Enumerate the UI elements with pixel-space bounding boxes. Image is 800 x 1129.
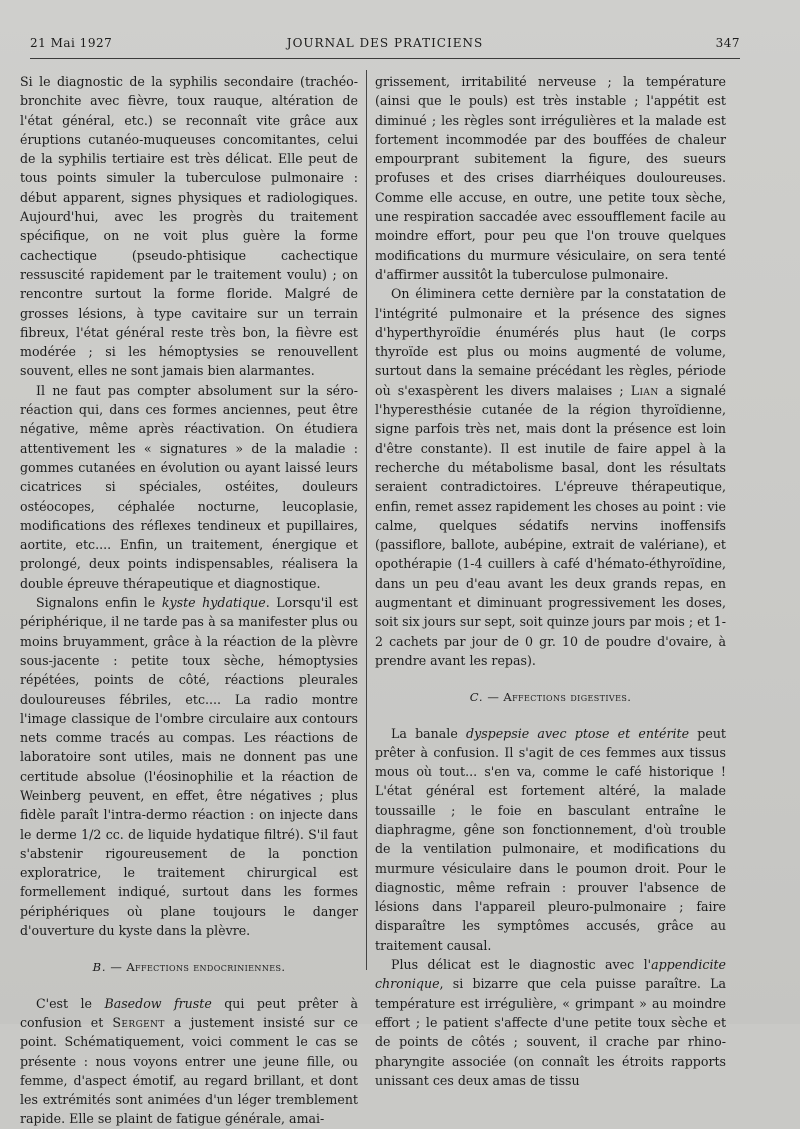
header-rule bbox=[30, 58, 740, 59]
paragraph-kyste-hydatique: Signalons enfin le kyste hydatique. Lorsqu'il est périphérique, il ne tarde pas à sa manifester plus ou moins bruyamment, grâce à la réaction de la plèvre sous-jacente : petite toux sèche, hémoptysies répétées, points de côté, réactions pleurales douloureuses fébriles, etc.... La radio montre l'image classique de l'ombre circulaire aux contours nets comme tracés au compas. Les réactions de laboratoire sont utiles, mais ne donnent pas une certitude absolue (l'éosinophilie et la réaction de Weinberg peuvent, en effet, être négatives ; plus fidèle paraît l'intra-dermo réaction : on injecte dans le derme 1/2 cc. de liquide hydatique filtré). S'il faut s'abstenir rigoureusement de la ponction exploratrice, le traitement chirurgical est formellement indiqué, surtout dans les formes périphériques où plane toujours le danger d'ouverture du kyste dans la plèvre. bbox=[20, 595, 358, 939]
issue-date: 21 Mai 1927 bbox=[30, 36, 113, 50]
author-lian: Lian bbox=[630, 382, 659, 398]
journal-title: JOURNAL DES PRATICIENS bbox=[286, 36, 484, 50]
paragraph-symptoms: grissement, irritabilité nerveuse ; la température (ainsi que le pouls) est très instable ; l'appétit est diminué ; les règles sont irrégulières et la malade est fortement incommodée par des bouffées de chaleur empourprant subitement la figure, des sueurs profuses et des crises diarrhéiques douloureuses. Comme elle accuse, en outre, une petite toux sèche, une respiration saccadée avec essoufflement facile au moindre effort, pour peu que l'on trouve quelques modifications du murmure vésiculaire, on sera tenté d'affirmer aussitôt la tuberculose pulmonaire. bbox=[375, 74, 726, 282]
column-divider bbox=[366, 70, 367, 970]
paragraph-appendicite: Plus délicat est le diagnostic avec l'appendicite chronique, si bizarre que cela puisse paraître. La température est irrégulière, « grimpant » au moindre effort ; le patient s'affecte d'une petite toux sèche et de points de côtés ; souvent, il crache par rhino-pharyngite associée (on connaît les étroits rapports unissant ces deux amas de tissu bbox=[375, 957, 726, 1088]
section-heading-b: B. — Affections endocriniennes. bbox=[92, 960, 286, 975]
paragraph-dyspepsie: La banale dyspepsie avec ptose et entérite peut prêter à confusion. Il s'agit de ces femmes aux tissus mous où tout... s'en va, comme le café historique ! L'état général est fortement altéré, la malade toussaille ; le foie en basculant entraîne le diaphragme, gêne son fonctionnement, d'où trouble de la ventilation pulmonaire, et modifications du murmure vésiculaire dans le poumon droit. Pour le diagnostic, même refrain : prouver l'absence de lésions dans l'appareil pleuro-pulmonaire ; faire disparaître les symptômes accusés, grâce au traitement causal. bbox=[375, 725, 726, 953]
section-heading-c: C. — Affections digestives. bbox=[469, 690, 632, 705]
emphasis-kyste: kyste hydatique bbox=[161, 595, 266, 611]
emphasis-basedow: Basedow fruste bbox=[104, 995, 212, 1011]
running-header bbox=[30, 36, 740, 56]
paragraph-syphilis: Si le diagnostic de la syphilis secondaire (trachéo-bronchite avec fièvre, toux rauque, altération de l'état général, etc.) se reconnaît vite grâce aux éruptions cutanéo-muqueuses concomitantes, celui de la syphilis tertiaire est très délicat. Elle peut de tous points simuler la tuberculose pulmonaire : début apparent, signes physiques et radiologiques. Aujourd'hui, avec les progrès du traitement spécifique, on ne voit plus guère la forme cachectique (pseudo-phtisique cachectique ressuscité rapidement par le traitement voulu) ; on rencontre surtout la forme floride. Malgré de grosses lésions, à type cavitaire sur un terrain fibreux, l'état général reste très bon, la fièvre est modérée ; si les hémoptysies se renouvellent souvent, elles ne sont jamais bien alarmantes. bbox=[20, 74, 358, 379]
paragraph-sero-reaction: Il ne faut pas compter absolument sur la séro-réaction qui, dans ces formes anciennes, peut être négative, même après réactivation. On étudiera attentivement les « signatures » de la maladie : gommes cutanées en évolution ou ayant laissé leurs cicatrices si spéciales, ostéites, douleurs ostéocopes, céphalée nocturne, leucoplasie, modifications des réflexes tendineux et pupillaires, aortite, etc.... Enfin, un traitement, énergique et prolongé, deux points indispensables, réalisera la double épreuve thérapeutique et diagnostique. bbox=[20, 382, 358, 591]
page-number: 347 bbox=[715, 36, 740, 50]
author-sergent: Sergent bbox=[112, 1014, 165, 1030]
left-column bbox=[20, 72, 358, 1129]
paragraph-basedow: C'est le Basedow fruste qui peut prêter à confusion et Sergent a justement insisté sur ce point. Schématiquement, voici comment le cas se présente : nous voyons entrer une jeune fille, ou femme, d'aspect émotif, au regard brillant, et dont les extrémités sont animées d'un léger tremblement rapide. Elle se plaint de fatigue générale, amai- bbox=[20, 995, 359, 1127]
emphasis-dyspepsie: dyspepsie avec ptose et entérite bbox=[466, 725, 690, 741]
emphasis-appendicite: appendicite chronique bbox=[375, 957, 726, 992]
paragraph-elimination: On éliminera cette dernière par la constatation de l'intégrité pulmonaire et la présence des signes d'hyperthyroïdie énumérés plus haut (le corps thyroïde est plus ou moins augmenté de volume, surtout dans la semaine précédant les règles, période où s'exaspèrent les divers malaises ; Lian a signalé l'hyperesthésie cutanée de la région thyroïdienne, signe parfois très net, mais dont la présence est loin d'être constante). Il est inutile de faire appel à la recherche du métabolisme basal, dont les résultats seraient contradictoires. L'épreuve thérapeutique, enfin, remet assez rapidement les choses au point : vie calme, quelques sédatifs nervins inoffensifs (passiflore, ballote, aubépine, extrait de valériane), et opothérapie (1-4 cuillers à café d'hémato-éthyroïdine, dans un peu d'eau avant les deux grands repas, en augmentant et diminuant progressivement les doses, soit six jours sur sept, soit quinze jours par mois ; et 1-2 cachets par jour de 0 gr. 10 de poudre d'ovaire, à prendre avant les repas). bbox=[375, 286, 726, 668]
right-column bbox=[375, 72, 726, 1090]
